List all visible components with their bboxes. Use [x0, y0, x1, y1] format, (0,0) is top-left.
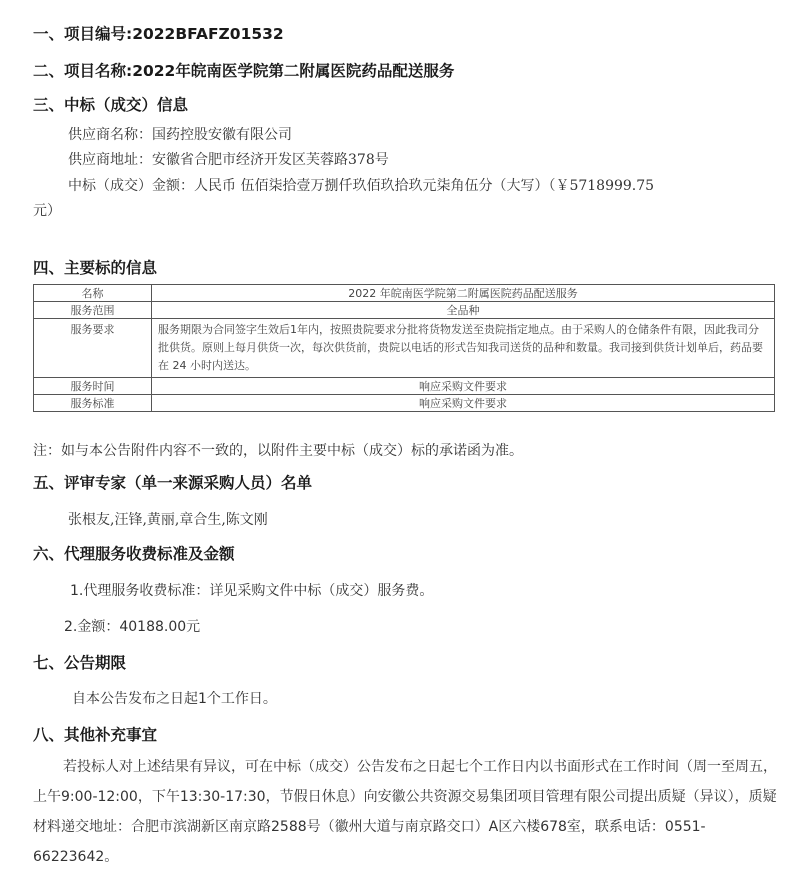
- section-main-subject: 四、主要标的信息: [33, 259, 158, 277]
- cell-value: 2022 年皖南医学院第二附属医院药品配送服务: [152, 285, 775, 302]
- table-note: 注：如与本公告附件内容不一致的，以附件主要中标（成交）标的承诺函为准。: [33, 443, 523, 459]
- award-amount-cont: 元）: [33, 203, 61, 219]
- cell-key: 名称: [34, 285, 152, 302]
- cell-key: 服务范围: [34, 302, 152, 319]
- cell-key: 服务时间: [34, 378, 152, 395]
- cell-value: 响应采购文件要求: [152, 378, 775, 395]
- section-experts: 五、评审专家（单一来源采购人员）名单: [33, 474, 313, 492]
- experts-list: 张根友,汪锋,黄丽,章合生,陈文刚: [68, 512, 268, 528]
- section-notice-period: 七、公告期限: [33, 654, 127, 672]
- section-project-number: 一、项目编号:2022BFAFZ01532: [33, 25, 284, 43]
- other-matters: 若投标人对上述结果有异议，可在中标（成交）公告发布之日起七个工作日内以书面形式在工作时间（周一至周五，上午9:00-12:00，下午13:30-17:30，节假日休息）向安徽公共资源交易集团项目管理有限公司提出质疑（异议），质疑材料递交地址：合肥市滨湖新区南京路2588号（徽州大道与南京路交口）A区六楼678室，联系电话：0551-66223642。: [33, 759, 777, 865]
- section-award-info: 三、中标（成交）信息: [33, 96, 189, 114]
- table-row: [34, 378, 775, 395]
- subject-table: [33, 284, 775, 412]
- supplier-name: 供应商名称：国药控股安徽有限公司: [68, 127, 292, 143]
- notice-period: 自本公告发布之日起1个工作日。: [72, 691, 277, 707]
- cell-value: 响应采购文件要求: [152, 395, 775, 412]
- section-project-name: 二、项目名称:2022年皖南医学院第二附属医院药品配送服务: [33, 62, 455, 80]
- table-row: [34, 285, 775, 302]
- fee-amount: 2.金额：40188.00元: [64, 619, 201, 635]
- section-agency-fee: 六、代理服务收费标准及金额: [33, 545, 235, 563]
- section-other: 八、其他补充事宜: [33, 726, 158, 744]
- award-amount: 中标（成交）金额：人民币 伍佰柒拾壹万捌仟玖佰玖拾玖元柒角伍分（大写）（￥5718999.75: [68, 178, 655, 194]
- cell-value: 服务期限为合同签字生效后1年内，按照贵院要求分批将货物发送至贵院指定地点。由于采购人的仓储条件有限，因此我司分批供货。原则上每月供货一次，每次供货前，贵院以电话的形式告知我司送货的品种和数量。我司接到供货计划单后，药品要在 24 小时内送达。: [152, 319, 775, 378]
- cell-key: 服务标准: [34, 395, 152, 412]
- fee-standard: 1.代理服务收费标准：详见采购文件中标（成交）服务费。: [70, 583, 434, 599]
- table-row: [34, 319, 775, 378]
- cell-key: 服务要求: [34, 319, 152, 378]
- table-row: [34, 302, 775, 319]
- supplier-address: 供应商地址：安徽省合肥市经济开发区芙蓉路378号: [68, 152, 389, 168]
- cell-value: 全品种: [152, 302, 775, 319]
- table-row: [34, 395, 775, 412]
